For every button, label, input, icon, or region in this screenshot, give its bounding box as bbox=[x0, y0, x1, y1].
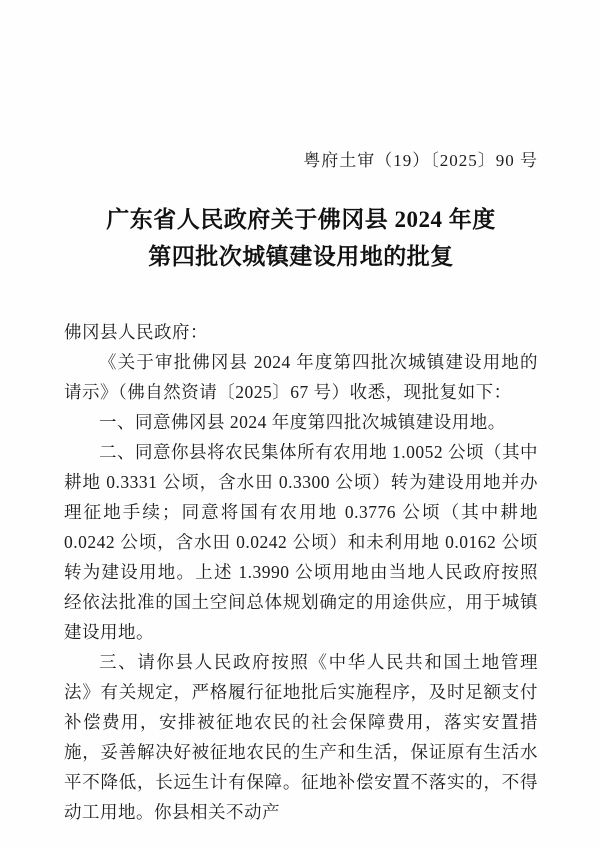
doc-number: 粤府土审（19）〔2025〕90 号 bbox=[303, 151, 538, 170]
paragraph: 一、同意佛冈县 2024 年度第四批次城镇建设用地。 bbox=[99, 412, 506, 432]
paragraph: 三、请你县人民政府按照《中华人民共和国土地管理法》有关规定，严格履行征地批后实施程序，及时足额支付补偿费用，安排被征地农民的社会保障费用，落实安置措施，妥善解决好被征地农民的生产和生活，保证原有生活水平不降低，长远生计有保障。征地补偿安置不落实的，不得动工用地。你县相关不动产 bbox=[64, 652, 538, 822]
recipient-line: 佛冈县人民政府： bbox=[64, 322, 208, 342]
document-title-line1: 广东省人民政府关于佛冈县 2024 年度 bbox=[106, 207, 496, 232]
paragraph: 二、同意你县将农民集体所有农用地 1.0052 公顷（其中耕地 0.3331 公顷，含水田 0.3300 公顷）转为建设用地并办理征地手续；同意将国有农用地 0.3776 公顷（其中耕地 0.0242 公顷，含水田 0.0242 公顷）和未利用地 0.0162 公顷转为建设用地。上述 1.3990 公顷用地由当地人民政府按照经依法批准的国土空间总体规划确定的用途供应，用于城镇建设用地。 bbox=[64, 442, 538, 642]
document-body bbox=[64, 347, 538, 827]
document-title bbox=[64, 201, 538, 275]
paragraph: 《关于审批佛冈县 2024 年度第四批次城镇建设用地的请示》（佛自然资请〔2025〕67 号）收悉，现批复如下： bbox=[64, 352, 538, 402]
document-title-line2: 第四批次城镇建设用地的批复 bbox=[148, 244, 454, 269]
